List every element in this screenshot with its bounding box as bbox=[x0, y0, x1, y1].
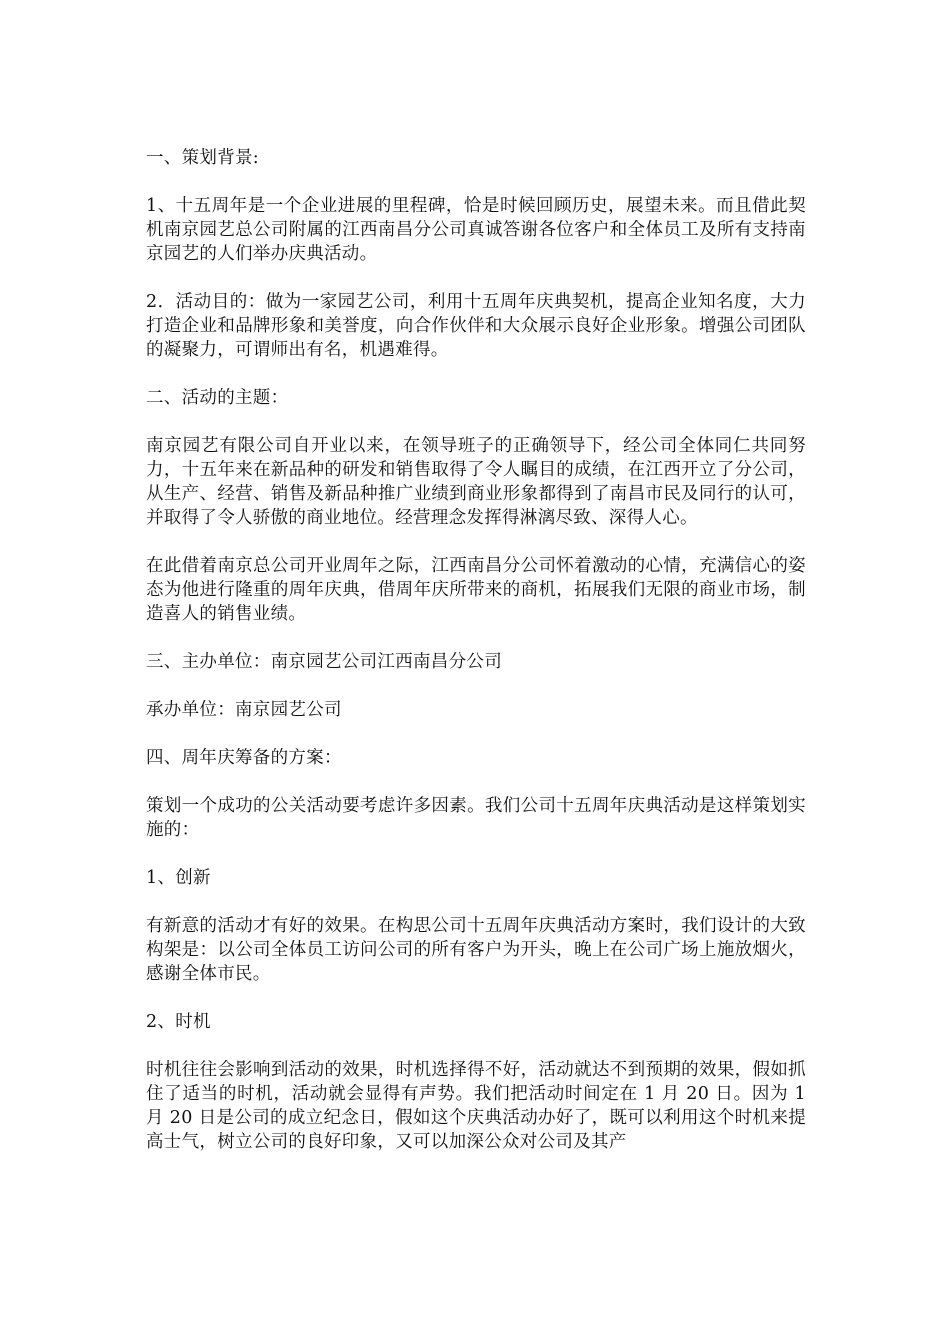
subheading-innovation: 1、创新 bbox=[146, 868, 211, 888]
paragraph-innovation: 有新意的活动才有好的效果。在构思公司十五周年庆典活动方案时，我们设计的大致构架是：以公司全体员工访问公司的所有客户为开头，晚上在公司广场上施放烟火，感谢全体市民。 bbox=[146, 916, 806, 984]
paragraph-fifteenth-anniversary: 1、十五周年是一个企业进展的里程碑，恰是时候回顾历史，展望未来。而且借此契机南京园艺总公司附属的江西南昌分公司真诚答谢各位客户和全体员工及所有支持南京园艺的人们举办庆典活动。 bbox=[146, 196, 806, 264]
section-heading-planning-background: 一、策划背景: bbox=[146, 148, 259, 168]
paragraph-activity-purpose: 2．活动目的：做为一家园艺公司，利用十五周年庆典契机，提高企业知名度，大力打造企业和品牌形象和美誉度，向合作伙伴和大众展示良好企业形象。增强公司团队的凝聚力，可谓师出有名，机遇难得。 bbox=[146, 292, 806, 360]
paragraph-planning-factors: 策划一个成功的公关活动要考虑许多因素。我们公司十五周年庆典活动是这样策划实施的： bbox=[146, 796, 806, 840]
section-heading-activity-theme: 二、活动的主题： bbox=[146, 388, 289, 408]
document-body bbox=[146, 146, 806, 1178]
paragraph-timing: 时机往往会影响到活动的效果，时机选择得不好，活动就达不到预期的效果，假如抓住了适当的时机，活动就会显得有声势。我们把活动时间定在 1 月 20 日。因为 1 月 20 日是公司的成立纪念日，假如这个庆典活动办好了，既可以利用这个时机来提高士气，树立公司的良好印象，又可以加深公众对公司及其产 bbox=[146, 1060, 806, 1152]
paragraph-co-organizer: 承办单位：南京园艺公司 bbox=[146, 700, 342, 720]
subheading-timing: 2、时机 bbox=[146, 1012, 211, 1032]
section-heading-preparation-plan: 四、周年庆筹备的方案： bbox=[146, 748, 342, 768]
paragraph-anniversary-occasion: 在此借着南京总公司开业周年之际，江西南昌分公司怀着激动的心情，充满信心的姿态为他进行隆重的周年庆典，借周年庆所带来的商机，拓展我们无限的商业市场，制造喜人的销售业绩。 bbox=[146, 556, 806, 624]
paragraph-company-history: 南京园艺有限公司自开业以来，在领导班子的正确领导下，经公司全体同仁共同努力，十五年来在新品种的研发和销售取得了令人瞩目的成绩，在江西开立了分公司，从生产、经营、销售及新品种推广业绩到商业形象都得到了南昌市民及同行的认可，并取得了令人骄傲的商业地位。经营理念发挥得淋漓尽致、深得人心。 bbox=[146, 436, 806, 528]
section-heading-organizer: 三、主办单位：南京园艺公司江西南昌分公司 bbox=[146, 652, 502, 672]
